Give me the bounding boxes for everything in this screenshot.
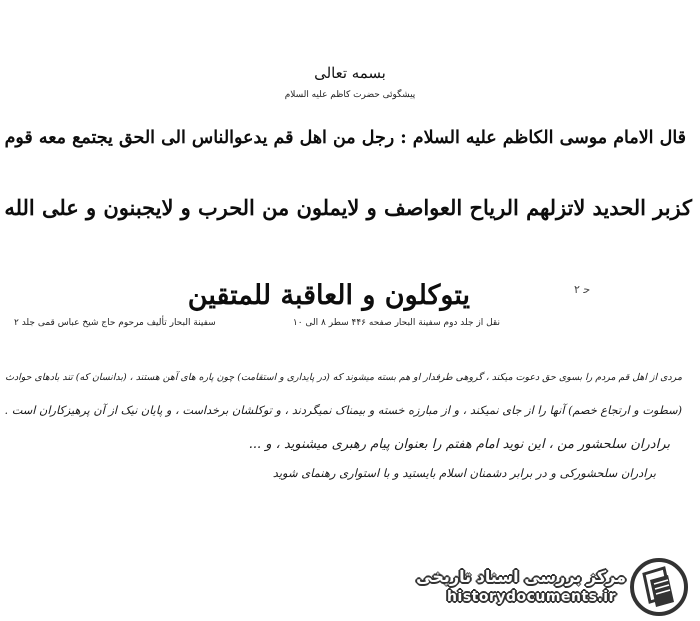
translation-line-1: مردی از اهل قم مردم را بسوی حق دعوت میکند ، گروهی طرفدار او هم بسته میشوند که (در پایداری و استقامت) چون پاره های آهن هستند ، (بدانسان که) تند بادهای حوادث bbox=[5, 372, 682, 383]
basmala-heading: بسمه تعالی bbox=[314, 64, 386, 82]
translation-line-4: برادران سلحشورکی و در برابر دشمنان اسلام بایستید و با استواری رهنمای شوید bbox=[272, 466, 656, 480]
translation-line-3: برادران سلحشور من ، این نوید امام هفتم را بعنوان پیام رهبری میشنوید ، و ... bbox=[248, 437, 670, 452]
watermark-url: historydocuments.ir bbox=[447, 589, 616, 605]
document-stack-icon bbox=[630, 558, 688, 616]
source-book-reference: سفینة البحار تألیف مرحوم حاج شیخ عباس قمی جلد ۲ bbox=[14, 318, 216, 328]
watermark-name: مرکز بررسی اسناد تاریخی bbox=[416, 567, 626, 586]
translation-line-2: (سطوت و ارتجاع خصم) آنها را از جای نمیکند ، و از مبارزه خسته و بیمناک نمیگردند ، و توکلشان برخداست ، و پایان نیک از آن پرهیزکاران است . bbox=[4, 403, 682, 417]
hadith-line-3: یتوکلون و العاقبة للمتقین bbox=[187, 280, 470, 311]
hadith-line-2: کزبر الحدید لاتزلهم الریاح العواصف و لایملون من الحرب و لایجبنون و علی الله bbox=[4, 195, 692, 220]
source-citation: نقل از جلد دوم سفینة البحار صفحه ۴۴۶ سطر ۸ الی ۱۰ bbox=[292, 318, 500, 328]
margin-mark: ح‍ ۲ bbox=[574, 283, 591, 296]
document-subtitle: پیشگوئی حضرت کاظم علیه السلام bbox=[284, 90, 416, 100]
hadith-line-1: قال الامام موسی الکاظم علیه السلام : رجل من اهل قم یدعوالناس الی الحق یجتمع معه قوم bbox=[4, 128, 686, 148]
